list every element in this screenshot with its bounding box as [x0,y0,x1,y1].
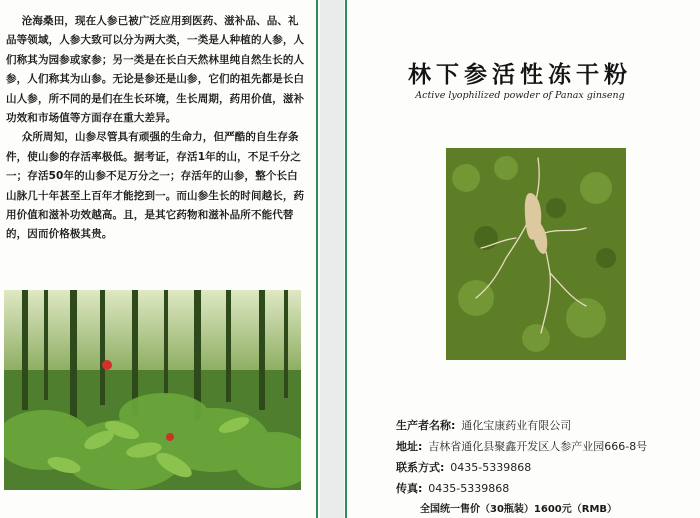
ginseng-berry-cluster [102,360,112,370]
manufacturer-line [396,417,571,433]
forest-ginseng-photo [4,290,301,490]
price-line: 全国统一售价（30瓶装）1600元（RMB） [420,504,618,515]
address-label: 地址: [396,440,423,453]
fax-line [396,480,509,496]
manufacturer-value: 通化宝康药业有限公司 [461,419,572,432]
forest-illustration [4,290,301,490]
product-subtitle: Active lyophilized powder of Panax ginseng [415,90,625,101]
ginseng-root-photo [446,148,626,360]
intro-text [6,12,308,245]
contact-value: 0435-5339868 [450,461,532,474]
contact-line [396,459,531,475]
address-line [396,438,647,454]
fax-label: 传真: [396,482,423,495]
fold-line-left [316,0,318,518]
ginseng-root-illustration [446,148,626,360]
intro-paragraph-1: 沧海桑田，现在人参已被广泛应用到医药、滋补品、品、礼品等领域，人参大致可以分为两大类，一类是人种植的人参，人们称其为园参或家参；另一类是在长白天然林里纯自然生长的人参，人们称其为山参。无论是参还是山参，它们的祖先都是长白山人参，所不同的是们在生长环境，生长周期，药用价值，滋补功效和市场值等方面存在重大差异。 [6,15,305,125]
product-title: 林下参活性冻干粉 [408,61,632,88]
address-value: 吉林省通化县聚鑫开发区人参产业园666-8号 [428,440,648,453]
left-page [0,0,320,518]
manufacturer-label: 生产者名称: [396,419,456,432]
fax-value: 0435-5339868 [428,482,510,495]
contact-label: 联系方式: [396,461,445,474]
intro-paragraph-2: 众所周知，山参尽管具有顽强的生命力，但严酷的自生存条件，使山参的存活率极低。据考证，存活1年的山，不足千分之一；存活50年的山参不足万分之一；存活年的山参，整个长白山脉几十年甚至上百年才能挖到一。而山参生长的时间越长，药用价值和滋补功效越高。且，是其它药物和滋补品所不能代替的，因而价格极其贵。 [6,131,305,241]
page-fold [320,0,344,518]
